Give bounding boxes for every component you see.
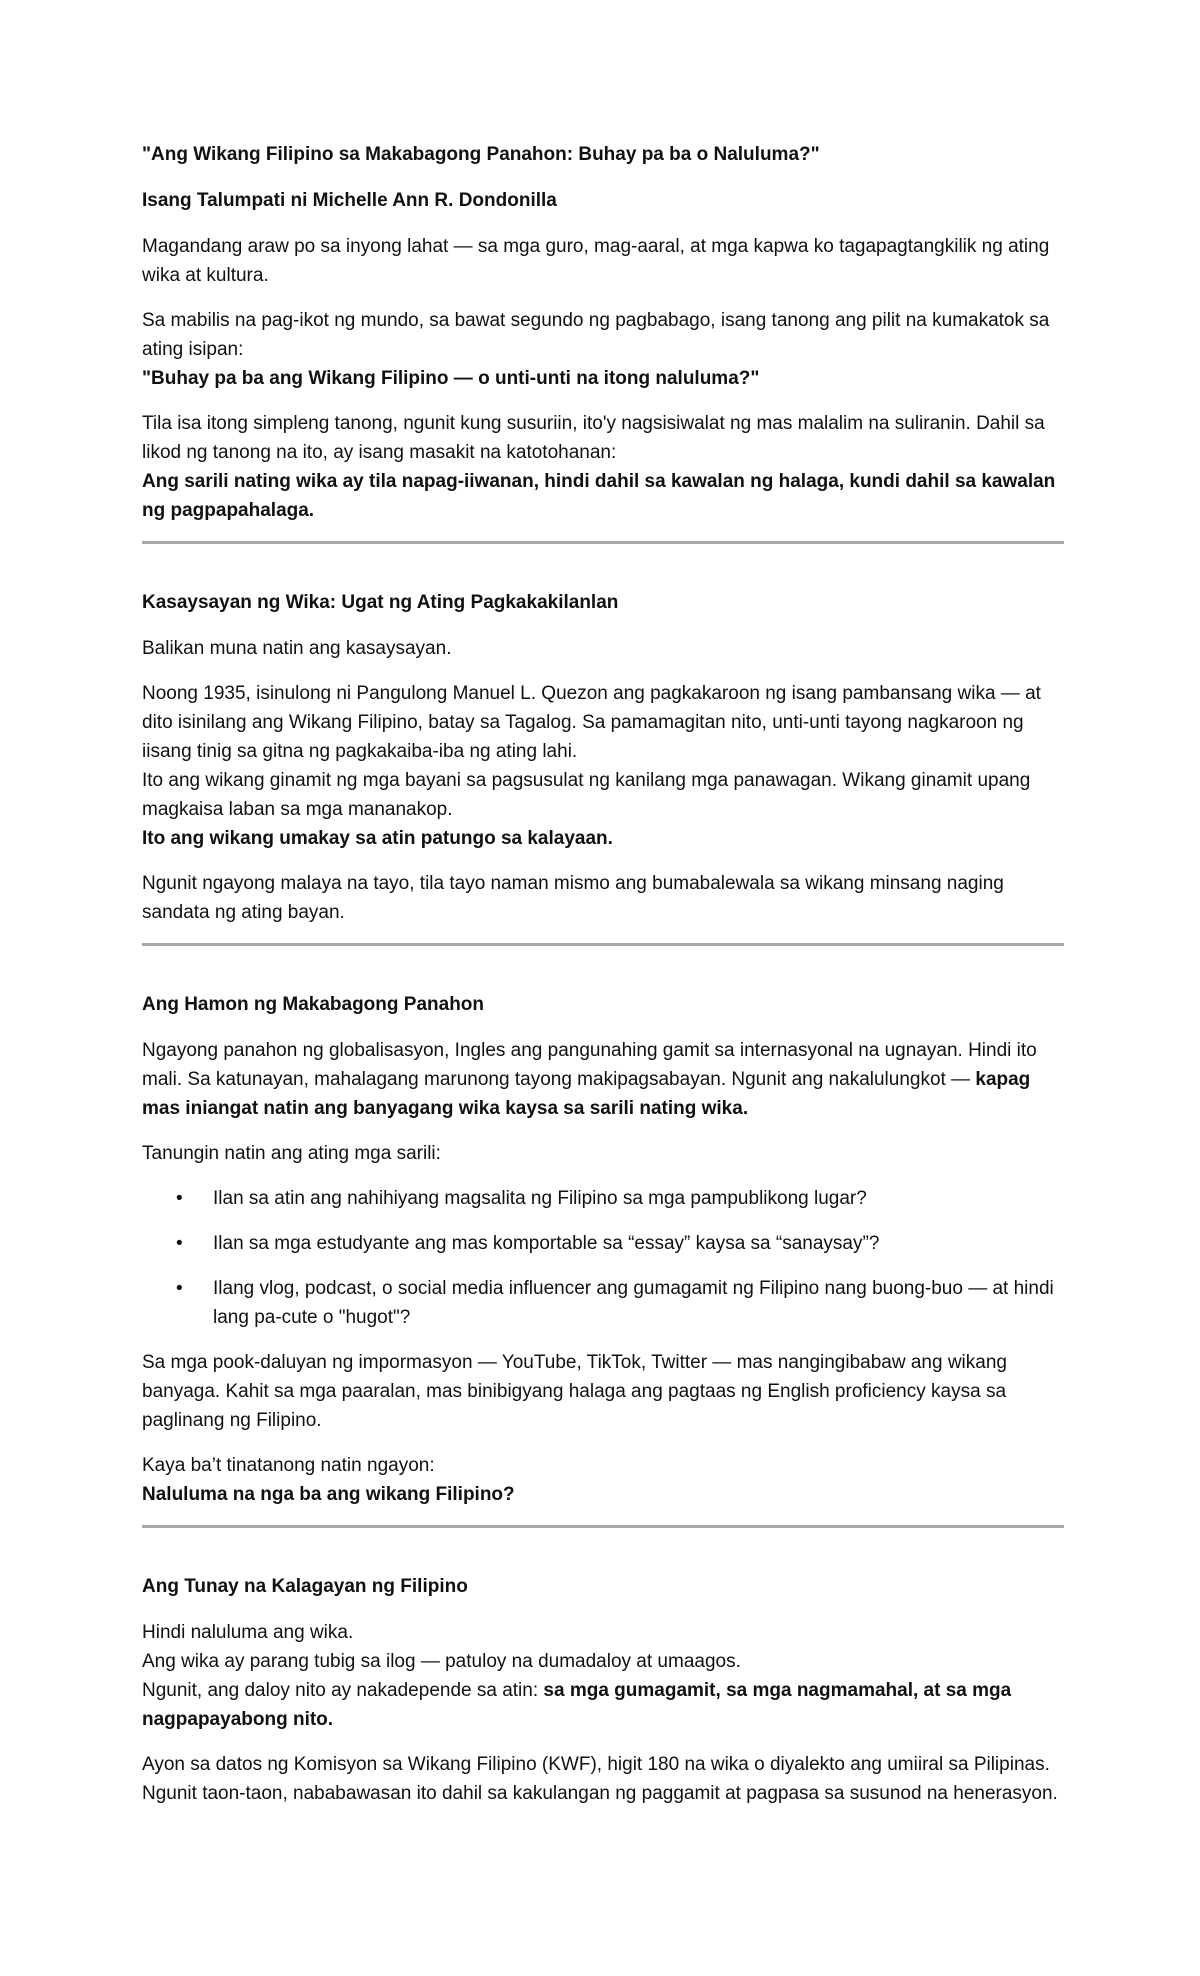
list-item (142, 1184, 1064, 1213)
section-heading-hamon: Ang Hamon ng Makabagong Panahon (142, 994, 485, 1015)
hamon-globalization-bold: kapag mas iniangat natin ang banyagang wika kaysa sa sarili nating wika. (142, 1069, 1031, 1119)
intro-truth-bold: Ang sarili nating wika ay tila napag-iiwanan, hindi dahil sa kawalan ng halaga, kundi dahil sa kawalan ng pagpapahalaga. (142, 471, 1056, 521)
kasaysayan-history-a: Noong 1935, isinulong ni Pangulong Manuel L. Quezon ang pagkakaroon ng isang pambansang wika — at dito isinilang ang Wikang Filipino, batay sa Tagalog. Sa pamamagitan nito, unti-unti tayong nagkaroon ng iisang tinig sa gitna ng pagkakaiba-iba ng ating lahi. (142, 683, 1041, 762)
list-item (142, 1229, 1064, 1258)
kasaysayan-closing: Ngunit ngayong malaya na tayo, tila tayo naman mismo ang bumabalewala sa wikang minsang naging sandata ng ating bayan. (142, 873, 1004, 923)
kalagayan-line-1: Hindi naluluma ang wika. (142, 1622, 354, 1643)
section-divider (142, 1525, 1064, 1528)
hamon-closing-paragraph (142, 1451, 1064, 1509)
kasaysayan-history-b: Ito ang wikang ginamit ng mga bayani sa pagsusulat ng kanilang mga panawagan. Wikang ginamit upang magkaisa laban sa mga mananakop. (142, 770, 1031, 820)
hamon-question-intro: Tanungin natin ang ating mga sarili: (142, 1143, 441, 1164)
kasaysayan-history-bold: Ito ang wikang umakay sa atin patungo sa kalayaan. (142, 828, 613, 849)
intro-truth-text: Tila isa itong simpleng tanong, ngunit kung susuriin, ito'y nagsisiwalat ng mas malalim na suliranin. Dahil sa likod ng tanong na ito, ay isang masakit na katotohanan: (142, 413, 1045, 463)
bullet-icon: • (176, 1278, 183, 1299)
section-heading-kasaysayan: Kasaysayan ng Wika: Ugat ng Ating Pagkakakilanlan (142, 592, 619, 613)
document-page (142, 140, 1064, 1824)
intro-question-text: Sa mabilis na pag-ikot ng mundo, sa bawat segundo ng pagbabago, isang tanong ang pilit na kumakatok sa ating isipan: (142, 310, 1050, 360)
section-heading-kalagayan: Ang Tunay na Kalagayan ng Filipino (142, 1576, 468, 1597)
bullet-icon: • (176, 1233, 183, 1254)
hamon-media-paragraph: Sa mga pook-daluyan ng impormasyon — YouTube, TikTok, Twitter — mas nangingibabaw ang wikang banyaga. Kahit sa mga paaralan, mas binibigyang halaga ang pagtaas ng English proficiency kaysa sa paglinang ng Filipino. (142, 1352, 1007, 1431)
kasaysayan-intro: Balikan muna natin ang kasaysayan. (142, 638, 452, 659)
hamon-globalization-paragraph (142, 1036, 1064, 1123)
kalagayan-river-paragraph (142, 1618, 1064, 1734)
list-item-text: Ilan sa atin ang nahihiyang magsalita ng Filipino sa mga pampublikong lugar? (213, 1188, 867, 1209)
greeting-paragraph: Magandang araw po sa inyong lahat — sa mga guro, mag-aaral, at mga kapwa ko tagapagtangkilik ng ating wika at kultura. (142, 236, 1050, 286)
intro-truth-paragraph (142, 409, 1064, 525)
hamon-closing-text: Kaya ba’t tinatanong natin ngayon: (142, 1455, 435, 1476)
speech-subtitle: Isang Talumpati ni Michelle Ann R. Dondonilla (142, 190, 557, 211)
list-item-text: Ilan sa mga estudyante ang mas komportable sa “essay” kaysa sa “sanaysay”? (213, 1233, 880, 1254)
hamon-closing-bold: Naluluma na nga ba ang wikang Filipino? (142, 1484, 515, 1505)
bullet-icon: • (176, 1188, 183, 1209)
list-item-text: Ilang vlog, podcast, o social media influencer ang gumagamit ng Filipino nang buong-buo — at hindi lang pa-cute o "hugot"? (213, 1278, 1054, 1328)
question-list (142, 1184, 1064, 1332)
kalagayan-line-2: Ang wika ay parang tubig sa ilog — patuloy na dumadaloy at umaagos. (142, 1651, 741, 1672)
list-item (142, 1274, 1064, 1332)
intro-question-bold: "Buhay pa ba ang Wikang Filipino — o unti-unti na itong naluluma?" (142, 368, 760, 389)
intro-question-paragraph (142, 306, 1064, 393)
kasaysayan-history-paragraph (142, 679, 1064, 853)
kalagayan-kwf-paragraph: Ayon sa datos ng Komisyon sa Wikang Filipino (KWF), higit 180 na wika o diyalekto ang umiiral sa Pilipinas. Ngunit taon-taon, nababawasan ito dahil sa kakulangan ng paggamit at pagpasa sa susunod na henerasyon. (142, 1754, 1058, 1804)
speech-title: "Ang Wikang Filipino sa Makabagong Panahon: Buhay pa ba o Naluluma?" (142, 144, 820, 165)
section-divider (142, 943, 1064, 946)
kalagayan-line-3-bold: sa mga gumagamit, sa mga nagmamahal, at sa mga nagpapayabong nito. (142, 1680, 1012, 1730)
kalagayan-line-3-text: Ngunit, ang daloy nito ay nakadepende sa atin: (142, 1680, 544, 1701)
hamon-globalization-text: Ngayong panahon ng globalisasyon, Ingles ang pangunahing gamit sa internasyonal na ugnayan. Hindi ito mali. Sa katunayan, mahalagang marunong tayong makipagsabayan. Ngunit ang nakalulungkot — (142, 1040, 1037, 1090)
section-divider (142, 541, 1064, 544)
kalagayan-line-3 (142, 1676, 1064, 1734)
